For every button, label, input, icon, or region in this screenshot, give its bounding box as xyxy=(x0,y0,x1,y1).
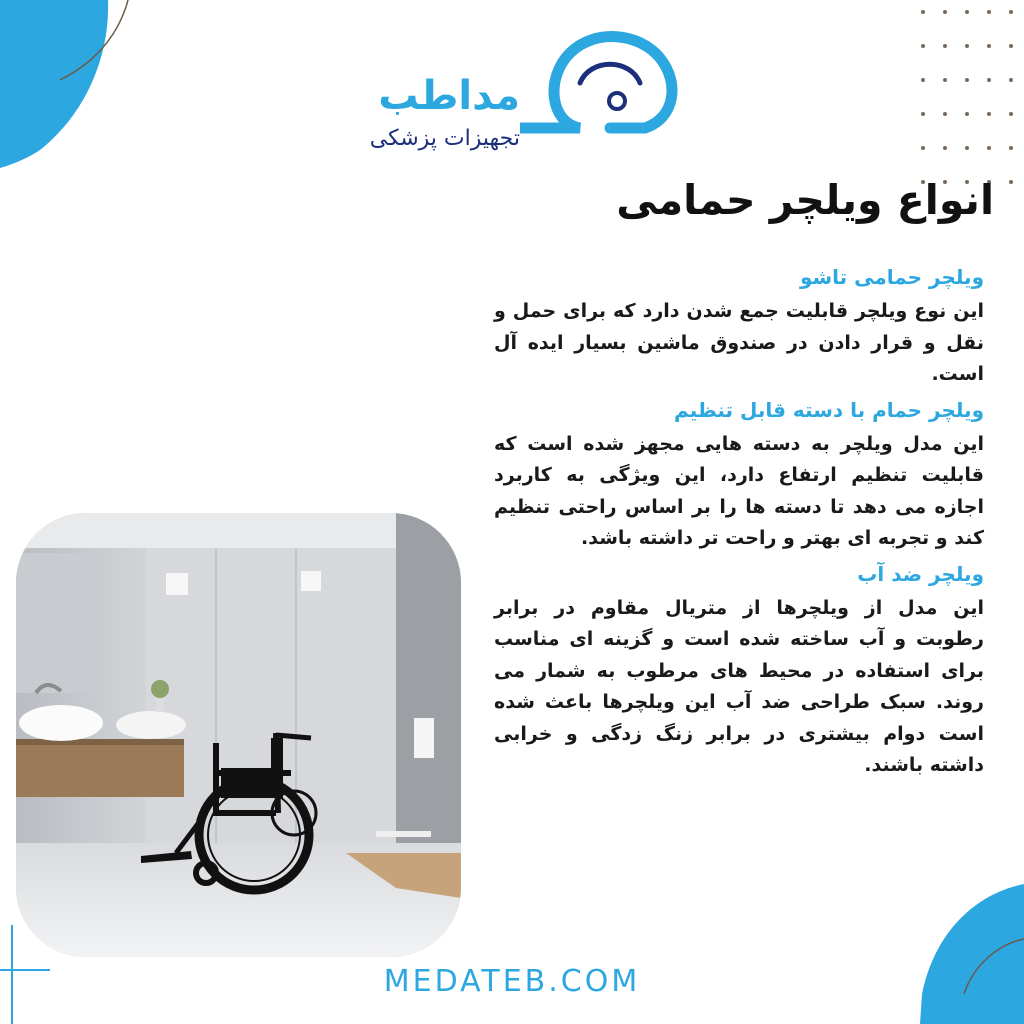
corner-blob-top-left xyxy=(0,0,140,175)
article-content xyxy=(494,258,984,782)
section-heading-folding: ویلچر حمامی تاشو xyxy=(799,265,984,289)
brand-name: مداطب xyxy=(378,73,520,119)
section-body-waterproof: این مدل از ویلچرها از متریال مقاوم در برابر رطوبت و آب ساخته شده است و گزینه ای مناسب برای استفاده در محیط های مرطوب به شمار می روند. سبک طراحی ضد آب این ویلچرها باعث شده است دوام بیشتری در برابر زنگ زدگی و خرابی داشته باشند. xyxy=(494,596,984,776)
brand-tagline: تجهیزات پزشکی xyxy=(369,126,520,151)
dot-grid-decoration xyxy=(905,0,1024,200)
website-url[interactable]: MEDATEB.COM xyxy=(383,964,641,999)
section-body-folding: این نوع ویلچر قابلیت جمع شدن دارد که برای حمل و نقل و قرار دادن در صندوق ماشین بسیار ایده آل است. xyxy=(494,300,984,385)
corner-blob-bottom-right xyxy=(904,884,1024,1024)
section-heading-adjustable-handles: ویلچر حمام با دسته قابل تنظیم xyxy=(674,397,984,422)
brand-logo[interactable] xyxy=(340,28,685,158)
section-body-adjustable-handles: این مدل ویلچر به دسته هایی مجهز شده است که قابلیت تنظیم ارتفاع دارد، این ویژگی به کاربرد اجازه می دهد تا دسته ها را بر اساس راحتی تنظیم کند و تجربه ای بهتر و راحت تر داشته باشد. xyxy=(494,432,984,549)
logo-mark-icon xyxy=(520,28,680,138)
page-title: انواع ویلچر حمامی xyxy=(616,176,994,224)
section-heading-waterproof: ویلچر ضد آب xyxy=(857,561,984,586)
bathroom-wheelchair-photo xyxy=(16,513,461,957)
